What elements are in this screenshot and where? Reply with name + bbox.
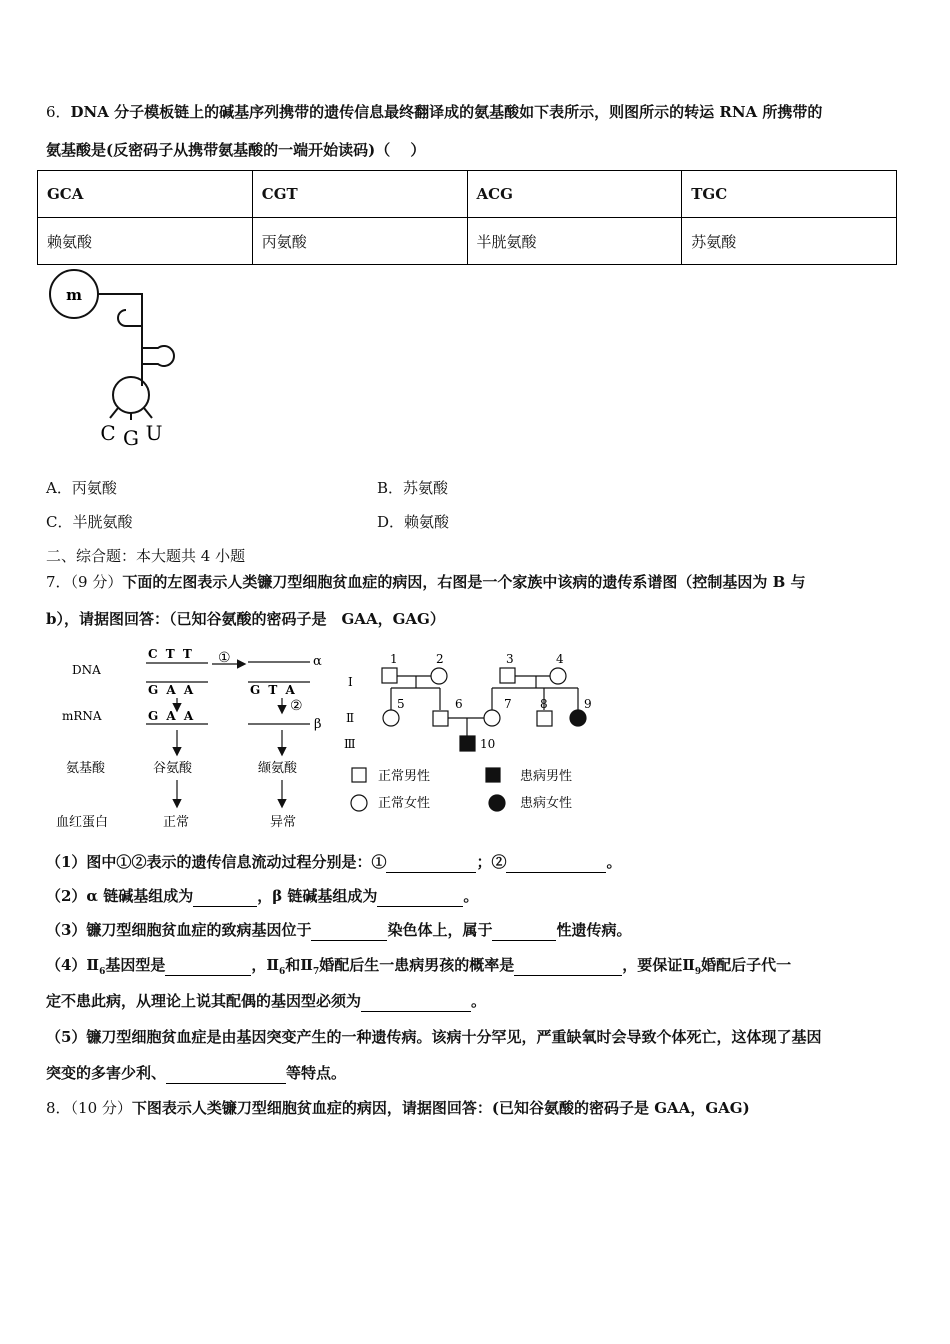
q7-sub2 [46, 886, 478, 907]
q6-line1 [46, 102, 822, 122]
sub3-prefix: （3）镰刀型细胞贫血症的致病基因位于 [46, 921, 312, 939]
dna-top-strand: C T T [148, 647, 194, 661]
row-label-dna: DNA [72, 663, 101, 677]
legend-normal-female-icon [351, 795, 367, 811]
pedigree-normal-female [550, 668, 566, 684]
sub4-subscript: 6 [279, 967, 286, 977]
legend-affected-female: 患病女性 [520, 796, 573, 811]
process1-label: ① [218, 650, 231, 666]
q7-line1 [46, 572, 806, 592]
pedigree-affected-female [570, 710, 586, 726]
legend-affected-male-icon [486, 768, 500, 782]
pedigree-chart [340, 648, 610, 818]
trna-tick [144, 408, 152, 418]
process2-label: ② [290, 698, 303, 714]
pedigree-number: 3 [506, 652, 514, 666]
sub4-subscript: 7 [312, 967, 320, 977]
pedigree-normal-male [537, 711, 552, 726]
answer-blank[interactable] [506, 852, 606, 873]
q7-line2: b），请据图回答：（已知谷氨酸的密码子是 GAA，GAG） [46, 610, 445, 628]
q6-text-1: DNA 分子模板链上的碱基序列携带的遗传信息最终翻译成的氨基酸如下表所示，则图所示的转运 RNA 所携带的 [70, 103, 823, 121]
pedigree-number: 10 [480, 737, 496, 751]
trna-loop-d [118, 310, 142, 326]
q8-score: （10 分） [70, 1099, 132, 1117]
beta-label: β [314, 717, 322, 732]
q7-sub4-line1 [46, 955, 791, 982]
dna-bottom-strand: G A A [148, 683, 196, 697]
sub3-end: 性遗传病。 [556, 921, 632, 939]
generation-label: Ⅲ [344, 737, 356, 751]
protein-mutant: 异常 [270, 815, 297, 830]
q7-sub1 [46, 852, 621, 873]
answer-blank[interactable] [193, 886, 257, 907]
trna-circle-label: m [66, 286, 82, 304]
table-cell: 丙氨酸 [252, 218, 467, 265]
pedigree-normal-female [484, 710, 500, 726]
sub4-subscript: 6 [99, 967, 106, 977]
sub4-g: 婚配后子代一 [701, 956, 792, 974]
q7-sub4-line2 [46, 991, 486, 1012]
sub1-end: 。 [606, 853, 622, 871]
sickle-cause-diagram [50, 642, 350, 837]
anticodon-base: C [100, 421, 116, 445]
section-heading: 二、综合题：本大题共 4 小题 [46, 547, 246, 565]
trna-diagram [40, 268, 190, 453]
sub4-f: ，要保证Ⅱ [622, 956, 695, 974]
generation-label: Ⅰ [348, 675, 353, 689]
option-c[interactable]: C．半胱氨酸 [46, 513, 133, 531]
answer-blank[interactable] [165, 955, 251, 976]
pedigree-number: 4 [556, 652, 564, 666]
sub4-a: （4）Ⅱ [46, 956, 100, 974]
q7-score: （9 分） [70, 573, 123, 591]
pedigree-normal-male [433, 711, 448, 726]
pedigree-number: 7 [504, 697, 512, 711]
protein-normal: 正常 [163, 815, 190, 830]
amino-mutant: 缬氨酸 [258, 761, 298, 776]
amino-normal: 谷氨酸 [153, 761, 193, 776]
pedigree-normal-male [500, 668, 515, 683]
pedigree-number: 6 [455, 697, 463, 711]
trna-tick [110, 408, 118, 418]
sub2-prefix: （2）α 链碱基组成为 [46, 887, 194, 905]
pedigree-number: 9 [584, 697, 592, 711]
answer-blank[interactable] [311, 920, 387, 941]
q6-number: 6． [46, 103, 71, 121]
pedigree-normal-male [382, 668, 397, 683]
trna-stem [98, 294, 142, 386]
table-cell: CGT [252, 171, 467, 218]
option-d[interactable]: D．赖氨酸 [377, 513, 450, 531]
answer-blank[interactable] [166, 1063, 286, 1084]
mrna-strand: G A A [148, 709, 196, 723]
option-b[interactable]: B．苏氨酸 [377, 479, 449, 497]
answer-blank[interactable] [361, 991, 471, 1012]
answer-blank[interactable] [386, 852, 476, 873]
q8-text: 下图表示人类镰刀型细胞贫血症的病因，请据图回答：(已知谷氨酸的密码子是 GAA，GAG) [131, 1099, 750, 1117]
pedigree-affected-male [460, 736, 475, 751]
sub4-d: 和Ⅱ [285, 956, 313, 974]
row-label-mrna: mRNA [62, 709, 102, 723]
sub5-end: 等特点。 [286, 1064, 347, 1082]
pedigree-normal-female [431, 668, 447, 684]
table-cell: TGC [682, 171, 897, 218]
pedigree-number: 1 [390, 652, 398, 666]
anticodon-base: G [123, 426, 139, 450]
sub1-mid: ；② [476, 853, 507, 871]
answer-blank[interactable] [377, 886, 463, 907]
mutant-dna-strand: G T A [250, 683, 297, 697]
pedigree-number: 8 [540, 697, 548, 711]
sub4-end: 。 [471, 992, 487, 1010]
trna-anticodon-loop [113, 377, 149, 413]
trna-loop-t [142, 346, 174, 366]
table-cell: GCA [38, 171, 253, 218]
sub1-prefix: （1）图中①②表示的遗传信息流动过程分别是：① [46, 853, 387, 871]
answer-blank[interactable] [492, 920, 556, 941]
sub4-e: 婚配后生一患病男孩的概率是 [319, 956, 515, 974]
q7-sub3 [46, 920, 631, 941]
option-a[interactable]: A．丙氨酸 [46, 479, 117, 497]
sub4-c: ，Ⅱ [251, 956, 280, 974]
table-row [38, 218, 897, 265]
sub3-mid: 染色体上，属于 [387, 921, 493, 939]
sub2-mid: ，β 链碱基组成为 [257, 887, 378, 905]
sub4-b: 基因型是 [105, 956, 166, 974]
sub4-line2: 定不患此病，从理论上说其配偶的基因型必须为 [46, 992, 362, 1010]
sub2-end: 。 [463, 887, 479, 905]
legend-affected-male: 患病男性 [520, 769, 573, 784]
sub5-line2: 突变的多害少利、 [46, 1064, 167, 1082]
table-cell: 苏氨酸 [682, 218, 897, 265]
pedigree-number: 2 [436, 652, 444, 666]
q6-line2: 氨基酸是(反密码子从携带氨基酸的一端开始读码)（ ） [46, 141, 426, 159]
legend-affected-female-icon [489, 795, 505, 811]
q7-sub5-line2 [46, 1063, 346, 1084]
sub4-subscript: 9 [694, 967, 702, 977]
alpha-label: α [313, 654, 322, 669]
table-cell: 赖氨酸 [38, 218, 253, 265]
anticodon-base: U [145, 421, 163, 445]
pedigree-number: 5 [397, 697, 405, 711]
q7-sub5-line1: （5）镰刀型细胞贫血症是由基因突变产生的一种遗传病。该病十分罕见，严重缺氧时会导致个体死亡，这体现了基因 [46, 1028, 822, 1046]
q7-text-1: 下面的左图表示人类镰刀型细胞贫血症的病因，右图是一个家族中该病的遗传系谱图（控制基因为 B 与 [122, 573, 806, 591]
table-cell: 半胱氨酸 [467, 218, 682, 265]
q8-line [46, 1098, 750, 1118]
legend-normal-male-icon [352, 768, 366, 782]
generation-label: Ⅱ [346, 711, 355, 725]
table-row [38, 171, 897, 218]
row-label-protein: 血红蛋白 [56, 815, 109, 830]
q8-number: 8． [46, 1099, 71, 1117]
answer-blank[interactable] [514, 955, 622, 976]
row-label-amino: 氨基酸 [66, 761, 106, 776]
legend-normal-female: 正常女性 [378, 796, 431, 811]
table-cell: ACG [467, 171, 682, 218]
legend-normal-male: 正常男性 [378, 769, 431, 784]
codon-table [37, 170, 897, 265]
q7-number: 7． [46, 573, 71, 591]
pedigree-normal-female [383, 710, 399, 726]
